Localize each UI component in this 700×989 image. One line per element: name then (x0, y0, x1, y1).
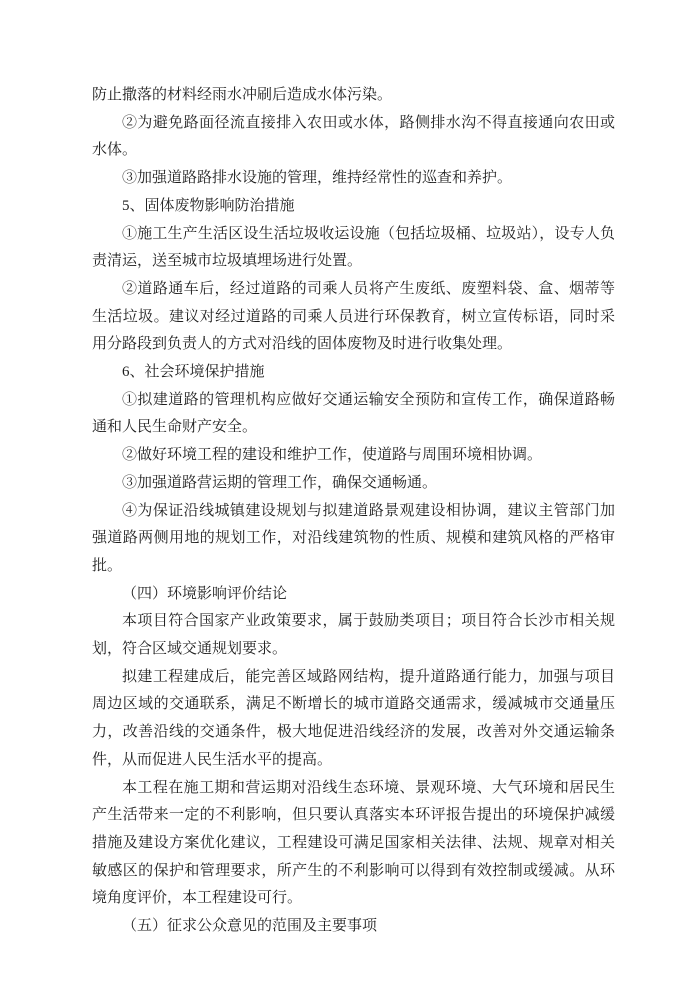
section-heading: （五）征求公众意见的范围及主要事项 (122, 918, 378, 935)
paragraph: 本工程在施工期和营运期对沿线生态环境、景观环境、大气环境和居民生产生活带来一定的不利影响，但只要认真落实本环评报告提出的环境保护减缓措施及建设方案优化建议，工程建设可满足国家相关法律、法规、规章对相关敏感区的保护和管理要求，所产生的不利影响可以得到有效控制或缓减。从环境角度评价，本工程建设可行。 (92, 779, 615, 907)
paragraph: ③加强道路营运期的管理工作，确保交通畅通。 (122, 474, 438, 491)
paragraph: ①拟建道路的管理机构应做好交通运输安全预防和宣传工作，确保道路畅通和人民生命财产安全。 (92, 391, 615, 436)
paragraph: ①施工生产生活区设生活垃圾收运设施（包括垃圾桶、垃圾站），设专人负责清运，送至城市垃圾填埋场进行处置。 (92, 225, 615, 270)
paragraph: 本项目符合国家产业政策要求，属于鼓励类项目；项目符合长沙市相关规划，符合区域交通规划要求。 (92, 613, 615, 658)
paragraph: ②做好环境工程的建设和维护工作，使道路与周围环境相协调。 (122, 447, 543, 464)
paragraph: 防止撒落的材料经雨水冲刷后造成水体污染。 (92, 87, 393, 103)
paragraph: ②道路通车后，经过道路的司乘人员将产生废纸、废塑料袋、盒、烟蒂等生活垃圾。建议对经过道路的司乘人员进行环保教育，树立宣传标语，同时采用分路段到负责人的方式对沿线的固体废物及时进行收集处理。 (92, 280, 615, 353)
paragraph: ②为避免路面径流直接排入农田或水体，路侧排水沟不得直接通向农田或水体。 (92, 114, 615, 159)
section-heading: 6、社会环境保护措施 (122, 364, 265, 381)
paragraph: ④为保证沿线城镇建设规划与拟建道路景观建设相协调，建议主管部门加强道路两侧用地的规划工作，对沿线建筑物的性质、规模和建筑风格的严格审批。 (92, 502, 615, 574)
section-heading: 5、固体废物影响防治措施 (122, 197, 295, 214)
document-body (92, 82, 615, 941)
section-heading: （四）环境影响评价结论 (122, 585, 288, 602)
paragraph: 拟建工程建成后，能完善区域路网结构，提升道路通行能力，加强与项目周边区域的交通联系，满足不断增长的城市道路交通需求，缓减城市交通量压力，改善沿线的交通条件，极大地促进沿线经济的发展，改善对外交通运输条件，从而促进人民生活水平的提高。 (92, 668, 615, 768)
paragraph: ③加强道路路排水设施的管理，维持经常性的巡查和养护。 (122, 170, 513, 187)
